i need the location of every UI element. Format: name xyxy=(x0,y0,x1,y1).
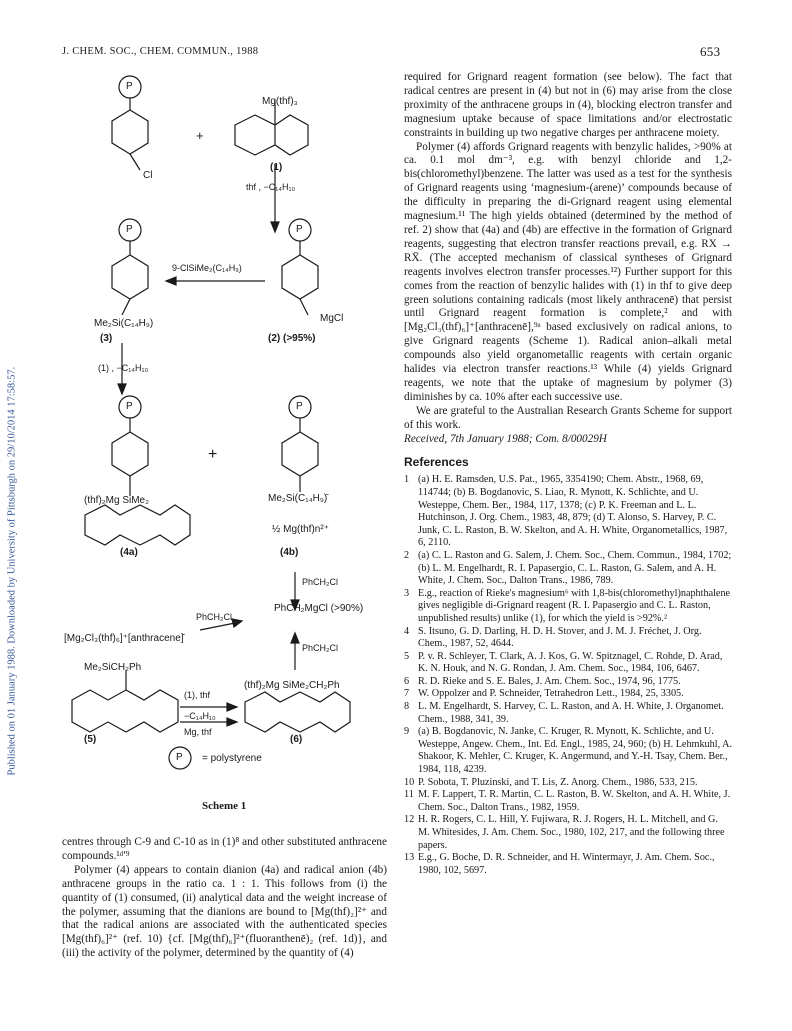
reference-number: 4 xyxy=(404,625,410,637)
anthracene-mg-ring xyxy=(235,115,308,155)
mgcl-label: MgCl xyxy=(320,313,344,324)
compound-3-substituent: Me₂Si(C₁₄H₉) xyxy=(94,318,154,329)
plus-sign-2: + xyxy=(208,446,218,463)
right-column xyxy=(404,71,732,877)
compound-4a-substituent: (thf)₂Mg SiMe₂ xyxy=(84,495,149,506)
reference-text: M. F. Lappert, T. R. Martin, C. L. Raston, B. W. Skelton, and A. H. White, J. Chem. Soc., Dalton Trans., 1982, 1959. xyxy=(418,789,731,813)
compound-1-label: (1) xyxy=(270,162,283,173)
reference-text: P. v. R. Schleyer, T. Clark, A. J. Kos, G. W. Spitznagel, C. Rohde, D. Arad, K. N. Houk, and N. G. Rondan, J. Am. Chem. Soc., 1984, 106, 6467. xyxy=(418,650,723,675)
compound-6-substituent: (thf)₂Mg SiMe₂CH₂Ph xyxy=(244,680,340,691)
reference-text: (a) C. L. Raston and G. Salem, J. Chem. Soc., Chem. Commun., 1984, 1702; (b) L. M. Engelhardt, R. I. Papasergio, C. L. Raston, G. Salem, and A. H. White, J. Chem. Soc., Dalton Trans., 1986, 789. xyxy=(418,549,732,587)
reference-text: (a) H. E. Ramsden, U.S. Pat., 1965, 3354190; Chem. Abstr., 1968, 69, 114744; (b) B. Bogdanovic, S. Liao, R. Mynott, K. Schlichte, and U. Westeppe, Chem. Ber., 1984, 117, 1378; (c) P. K. Freeman and L. L. Hutchinson, J. Org. Chem., 1983, 48, 879; (d) T. Alonso, S. Harvey, P. C. Junk, C. L. Raston, B. W. Skelton, and A. H. White, Organometallics, 1987, 6, 2110. xyxy=(418,474,728,549)
reference-item xyxy=(404,588,732,626)
paragraph: Polymer (4) appears to contain dianion (4a) and radical anion (4b) anthracene groups in the ratio ca. 1 : 1. This follows from (i) the quantity of (1) consumed, (ii) analytical data and the weight increase of the polymer, assuming that the dianions are bound to [Mg(thf)₂]²⁺ and that the radical anions are associated with the authenticated species [Mg(thf)₆]²⁺ (ref. 10) {cf. [Mg(thf)₆]²⁺(fluoranthenē)₂ (ref. 1d)}, and (iii) the activity of the polymer, determined by the quantity of (4) xyxy=(62,863,387,960)
compound-2-label: (2) (>95%) xyxy=(268,333,316,344)
compound-4b-magnesium: ½ Mg(thf)n²⁺ xyxy=(272,524,329,535)
reference-item xyxy=(404,474,732,550)
reference-item xyxy=(404,651,732,676)
reference-number: 13 xyxy=(404,852,415,864)
reference-item xyxy=(404,852,732,877)
benzyl-chloride-label-3: PhCH₂Cl xyxy=(302,643,338,653)
benzyl-chloride-label-2: PhCH₂Cl xyxy=(196,612,232,622)
arrow5-mid-label: −C₁₄H₁₀ xyxy=(184,711,216,721)
p-label-1: P xyxy=(126,81,133,92)
arrow2-label: 9-ClSiMe₂(C₁₄H₉) xyxy=(172,263,242,273)
reference-text: R. D. Rieke and S. E. Bales, J. Am. Chem. Soc., 1974, 96, 1775. xyxy=(418,675,681,687)
reference-item xyxy=(404,701,732,726)
p-label-3: P xyxy=(126,224,133,235)
received-date: Received, 7th January 1988; Com. 8/00029H xyxy=(404,432,607,445)
paragraph: required for Grignard reagent formation (see below). The fact that radical centres are present in (4) but not in (6) may arise from the close proximity of the anthracene groups in (4), blocking electron transfer and magnesium uptake because of space limitations and/or electrostatic constraints in building up two negative charges per anthracene moiety. xyxy=(404,71,732,139)
left-column-text xyxy=(62,836,387,961)
polystyrene-legend: = polystyrene xyxy=(202,753,262,764)
compound-4b-substituent: Me₂Si(C₁₄H₉)̄ xyxy=(268,493,328,504)
reference-list xyxy=(404,474,732,877)
legend-p-letter: P xyxy=(176,752,183,763)
compound-6-label: (6) xyxy=(290,734,303,745)
compound-5-label: (5) xyxy=(84,734,97,745)
scheme-caption: Scheme 1 xyxy=(202,800,247,812)
reference-text: W. Oppolzer and P. Schneider, Tetrahedron Lett., 1984, 25, 3305. xyxy=(418,688,684,700)
arrow3-label: (1) , −C₁₄H₁₀ xyxy=(98,363,149,373)
reference-number: 3 xyxy=(404,587,410,599)
plus-sign: + xyxy=(196,128,204,143)
reference-text: E.g., G. Boche, D. R. Schneider, and H. Wintermayr, J. Am. Chem. Soc., 1980, 102, 5697. xyxy=(418,852,715,876)
reference-text: (a) B. Bogdanovic, N. Janke, C. Kruger, R. Mynott, K. Schlichte, and U. Westeppe, Angew. Chem., Int. Ed. Engl., 1985, 24, 960; (b) H. Lehmkuhl, A. Shakoor, K. Mehler, C. Kruger, K. Angermund, and Y.-H. Tsay, Chem. Ber., 1984, 118, 4239. xyxy=(418,726,733,776)
journal-header: J. CHEM. SOC., CHEM. COMMUN., 1988 xyxy=(62,46,259,57)
reference-item xyxy=(404,626,732,651)
compound-4b-label: (4b) xyxy=(280,547,299,558)
reference-item xyxy=(404,789,732,814)
paragraph: centres through C-9 and C-10 as in (1)⁸ and other substituted anthracene compounds.¹ᵈʹ⁹ xyxy=(62,836,387,862)
reference-text: P. Sobota, T. Pluzinski, and T. Lis, Z. Anorg. Chem., 1986, 533, 215. xyxy=(418,776,698,788)
product-label: PhCH₂MgCl (>90%) xyxy=(274,603,364,614)
p-label-2: P xyxy=(296,224,303,235)
reference-text: E.g., reaction of Rieke's magnesium⁶ with 1,8-bis(chloromethyl)naphthalene gives negligible di-Grignard reagent (R. I. Papasergio and C. L. Raston, unpublished results) unlike (1), for which the yield is >92%.² xyxy=(418,587,731,624)
arrow5-bottom-label: Mg, thf xyxy=(184,727,212,737)
mg2cl3-anthracene-label: [Mg₂Cl₃(thf)₆]⁺[anthracene]̄ xyxy=(64,633,184,644)
reference-number: 6 xyxy=(404,675,410,687)
reference-item xyxy=(404,726,732,776)
reference-item xyxy=(404,550,732,588)
arrow1-label: thf , −C₁₄H₁₀ xyxy=(246,182,296,192)
benzene-ring xyxy=(112,110,148,154)
chloride-label: Cl xyxy=(143,170,153,181)
benzyl-chloride-label-1: PhCH₂Cl xyxy=(302,577,338,587)
reference-number: 5 xyxy=(404,650,410,662)
reference-text: L. M. Engelhardt, S. Harvey, C. L. Raston, and A. H. White, J. Organomet. Chem., 1988, 341, 39. xyxy=(418,701,724,725)
compound-5-substituent: Me₂SiCH₂Ph xyxy=(84,662,142,673)
paragraph: We are grateful to the Australian Research Grants Scheme for support of this work. xyxy=(404,404,732,431)
p-label-4b: P xyxy=(296,401,303,412)
reference-number: 8 xyxy=(404,701,410,713)
reference-number: 11 xyxy=(404,789,414,801)
p-label-4a: P xyxy=(126,401,133,412)
reference-text: S. Itsuno, G. D. Darling, H. D. H. Stover, and J. M. J. Fréchet, J. Org. Chem., 1987, 52, 4644. xyxy=(418,625,702,650)
reference-item xyxy=(404,777,732,790)
page-number: 653 xyxy=(700,44,721,59)
reference-text: H. R. Rogers, C. L. Hill, Y. Fujiwara, R. J. Rogers, H. L. Mitchell, and G. M. Whitesides, J. Am. Chem. Soc., 1980, 102, 217, and the following three papers. xyxy=(418,814,725,851)
download-watermark: Published on 01 January 1988. Downloaded by University of Pittsburgh on 29/10/2014 17:58:57. xyxy=(6,366,18,776)
reference-number: 10 xyxy=(404,776,415,788)
reference-item xyxy=(404,688,732,701)
paragraph: Polymer (4) affords Grignard reagents with benzylic halides, >90% at ca. 0.1 mol dm⁻³, e.g. with benzyl chloride and 1,2-bis(chloromethyl)benzene. The latter was used as a test for the synthesis of Grignard reagents using ‘magnesium-(arene)’ compounds because of the difficulty in preparing the di-Grignard reagent using elemental magnesium.¹¹ The high yields obtained (determined by the method of ref. 2) show that (4a) and (4b) are effective in the formation of Grignard reagents, suggesting that electron transfer reactions prevail, e.g. RX → RX̄. (The accepted mechanism of classical syntheses of Grignard reagents involves electron transfer processes.¹²) Further support for this comes from the reaction of benzylic halides with (1) in thf to give deep green solutions containing radicals (most likely anthracenē) that persist until Grignard reagent formation is complete,² and with [Mg₂Cl₃(thf)₆]⁺[anthracenē],⁹ᵃ based exclusively on radical anions, to give Grignard reagents (Scheme 1). Radical anion–alkali metal compounds also yield organometallic reagents with certain organic halides via electron transfer reactions.¹³ While (4) yields Grignard reagents, we note that the uptake of magnesium by polymer (3) diminishes by ca. 10% after each successive use. xyxy=(404,140,732,403)
reference-item xyxy=(404,814,732,852)
reference-number: 1 xyxy=(404,474,410,486)
reference-number: 12 xyxy=(404,814,415,826)
reference-number: 7 xyxy=(404,688,410,700)
mg-thf3-label: Mg(thf)₃ xyxy=(262,96,298,107)
compound-3-label: (3) xyxy=(100,333,113,344)
reference-item xyxy=(404,676,732,689)
reference-number: 2 xyxy=(404,549,410,561)
references-heading: References xyxy=(404,455,469,470)
reference-number: 9 xyxy=(404,726,410,738)
arrow5-top-label: (1), thf xyxy=(184,690,211,700)
compound-4a-label: (4a) xyxy=(120,547,138,558)
